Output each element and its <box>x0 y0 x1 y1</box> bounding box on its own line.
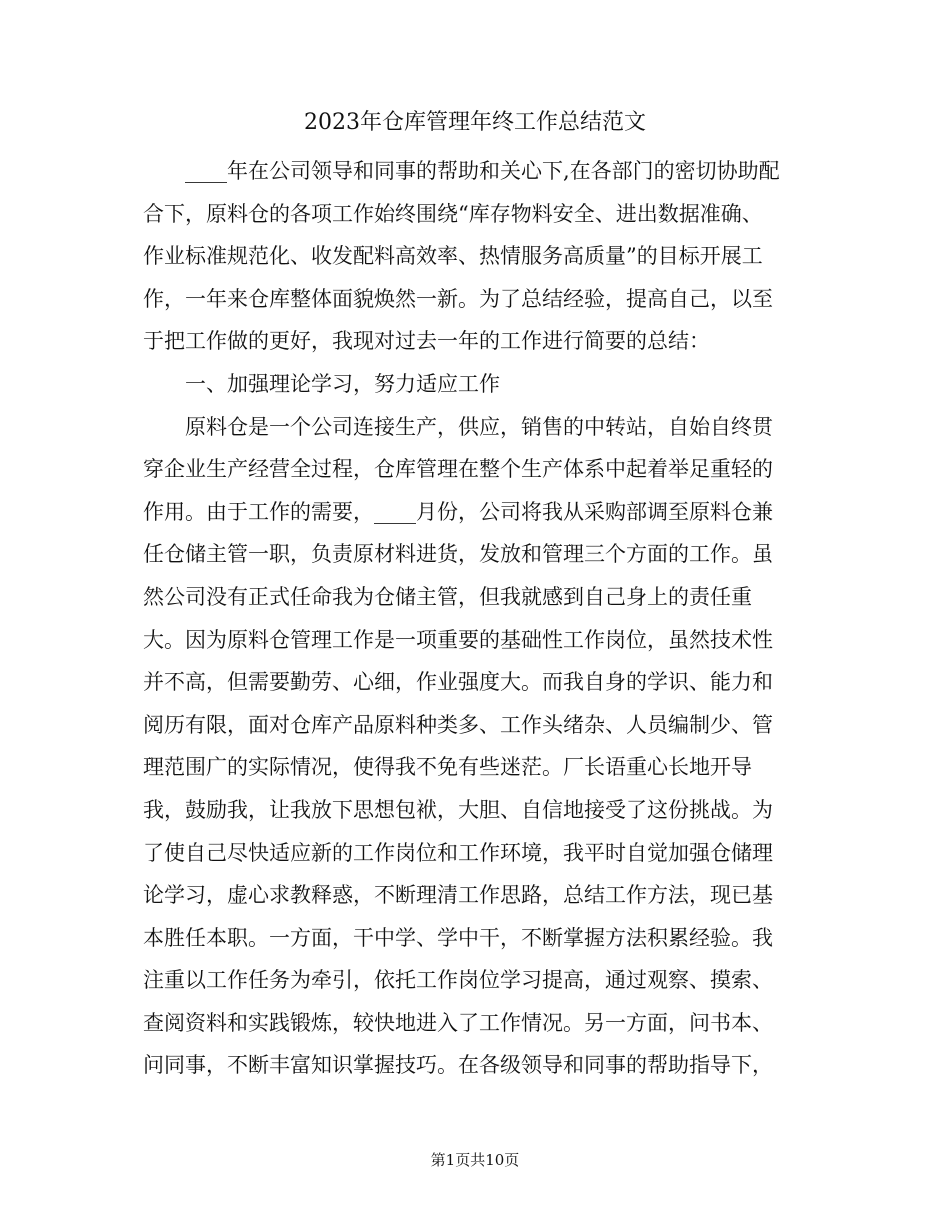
paragraph-line: 原料仓是一个公司连接生产，供应，销售的中转站，自始自终贯 <box>185 414 773 439</box>
paragraph-line: 本胜任本职。一方面，干中学、学中干，不断掌握方法积累经验。我 <box>143 925 773 950</box>
paragraph-line: 任仓储主管一职，负责原材料进货，发放和管理三个方面的工作。虽 <box>143 542 773 567</box>
paragraph-line: 然公司没有正式任命我为仓储主管，但我就感到自己身上的责任重 <box>143 584 752 609</box>
paragraph-line: 穿企业生产经营全过程，仓库管理在整个生产体系中起着举足重轻的 <box>143 457 773 482</box>
paragraph-line: 作，一年来仓库整体面貌焕然一新。为了总结经验，提高自己，以至 <box>143 286 773 311</box>
page-number-footer: 第1页共10页 <box>430 1151 520 1169</box>
paragraph-line: 合下，原料仓的各项工作始终围绕“库存物料安全、进出数据准确、 <box>143 201 763 226</box>
paragraph-line: 并不高，但需要勤劳、心细，作业强度大。而我自身的学识、能力和 <box>143 670 773 695</box>
paragraph-line: 问同事，不断丰富知识掌握技巧。在各级领导和同事的帮助指导下， <box>143 1053 773 1078</box>
paragraph-line: 于把工作做的更好，我现对过去一年的工作进行简要的总结： <box>143 329 710 354</box>
paragraph-line: ____年在公司领导和同事的帮助和关心下,在各部门的密切协助配 <box>185 159 780 183</box>
document-body <box>143 150 833 1087</box>
paragraph-line: 阅历有限，面对仓库产品原料种类多、工作头绪杂、人员编制少、管 <box>143 712 773 737</box>
paragraph-line: 我，鼓励我，让我放下思想包袱，大胆、自信地接受了这份挑战。为 <box>143 797 773 822</box>
paragraph-line: 了使自己尽快适应新的工作岗位和工作环境，我平时自觉加强仓储理 <box>143 840 773 865</box>
paragraph-line: 大。因为原料仓管理工作是一项重要的基础性工作岗位，虽然技术性 <box>143 627 773 652</box>
paragraph-line: 查阅资料和实践锻炼，较快地进入了工作情况。另一方面，问书本、 <box>143 1010 773 1035</box>
paragraph-line: 注重以工作任务为牵引，依托工作岗位学习提高，通过观察、摸索、 <box>143 968 773 993</box>
paragraph-line: 作用。由于工作的需要，____月份，公司将我从采购部调至原料仓兼 <box>143 499 773 524</box>
document-title: 2023年仓库管理年终工作总结范文 <box>304 110 646 135</box>
paragraph-line: 理范围广的实际情况，使得我不免有些迷茫。厂长语重心长地开导 <box>143 755 752 780</box>
paragraph-line: 论学习，虚心求教释惑，不断理清工作思路，总结工作方法，现已基 <box>143 883 773 908</box>
section-heading: 一、加强理论学习，努力适应工作 <box>185 371 500 396</box>
paragraph-line: 作业标准规范化、收发配料高效率、热情服务高质量”的目标开展工 <box>143 244 763 269</box>
